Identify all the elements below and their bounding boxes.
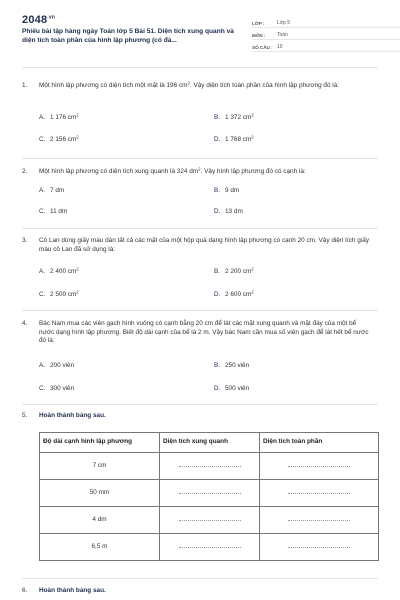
question-text: Một hình lập phương có diện tích một mặt là 196 $cm^2$. Vậy diện tích toàn phần của hình lập phương đó là: <box>39 80 340 89</box>
option-c[interactable]: C. 11 dm <box>39 208 68 215</box>
option-c[interactable]: C. 2 500 $cm^2$ <box>39 289 79 298</box>
meta-row-subject <box>252 28 400 40</box>
question-6 <box>22 587 378 596</box>
table-header: Độ dài cạnh hình lập phương <box>40 433 160 453</box>
option-a[interactable]: A. 2 400 $cm^2$ <box>39 266 79 275</box>
question-5 <box>22 412 378 421</box>
answer-blank[interactable] <box>160 534 260 561</box>
divider <box>22 404 378 405</box>
answer-blank[interactable] <box>260 507 379 534</box>
option-b[interactable]: B. 250 viên <box>214 362 250 369</box>
question-number: 2. <box>22 168 28 175</box>
table-row <box>40 480 379 507</box>
answer-blank[interactable] <box>260 534 379 561</box>
question-text: Hoàn thành bảng sau. <box>39 587 106 594</box>
table-row <box>40 507 379 534</box>
option-a[interactable]: A. 7 dm <box>39 187 65 194</box>
question-text: Một hình lập phương có diện tích xung quanh là 324 $dm^2$. Vậy hình lập phương đó có cạnh là: <box>39 166 306 175</box>
divider <box>22 158 378 159</box>
meta-label: SỐ CÂU : <box>252 44 273 50</box>
option-b[interactable]: B. 1 372 $cm^2$ <box>214 112 254 121</box>
question-number: 5. <box>22 412 28 419</box>
option-d[interactable]: D. 500 viên <box>214 385 250 392</box>
option-a[interactable]: A. 1 176 $cm^2$ <box>39 112 79 121</box>
question-text: Hoàn thành bảng sau. <box>39 412 106 419</box>
worksheet-title: Phiếu bài tập hàng ngày Toán lớp 5 Bài 51. Diện tích xung quanh và diện tích toàn phần của hình lập phương (có đá... <box>22 28 234 44</box>
question-number: 1. <box>22 82 28 89</box>
meta-label: MÔN : <box>252 32 266 38</box>
question-number: 6. <box>22 587 28 594</box>
meta-value: Lớp 5 <box>277 20 291 27</box>
answer-blank[interactable] <box>260 453 379 480</box>
table-cell: 50 mm <box>40 480 160 507</box>
option-b[interactable]: B. 9 dm <box>214 187 240 194</box>
question-3 <box>22 237 378 298</box>
meta-value: 10 <box>277 44 283 51</box>
option-a[interactable]: A. 200 viên <box>39 362 75 369</box>
table-header-row <box>40 433 379 453</box>
answer-blank[interactable] <box>260 480 379 507</box>
site-logo[interactable]: $2048^{.vn}$ <box>22 14 56 26</box>
table-row <box>40 453 379 480</box>
answer-blank[interactable] <box>160 507 260 534</box>
question-text: Bác Nam mua các viên gạch hình vuông có cạnh bằng 20 cm để lát các mặt xung quanh và mặt đáy của một bể nước dạng hình lập phương. Biết độ dài cạnh của bể là 2 m. Vậy bác Nam cần mua số viên gạch để lát hết bể nước đó là: <box>39 320 369 345</box>
divider <box>22 228 378 229</box>
table-header: Diện tích toàn phần <box>260 433 379 453</box>
worksheet-meta <box>252 16 400 52</box>
table-cell: 4 dm <box>40 507 160 534</box>
question-text: Cô Lan dùng giấy màu dán tất cả các mặt của một hộp quà dạng hình lập phương có cạnh 20 cm. Vậy diện tích giấy màu cô Lan đã sử dụng là: <box>39 237 369 253</box>
option-d[interactable]: D. 13 dm <box>214 208 243 215</box>
divider <box>22 310 378 311</box>
meta-label: LỚP : <box>252 20 265 26</box>
question-4 <box>22 320 378 392</box>
answer-blank[interactable] <box>160 480 260 507</box>
option-c[interactable]: C. 300 viên <box>39 385 75 392</box>
table-cell: 6,5 m <box>40 534 160 561</box>
answer-blank[interactable] <box>160 453 260 480</box>
option-d[interactable]: D. 2 600 $cm^2$ <box>214 289 254 298</box>
table-header: Diện tích xung quanh <box>160 433 260 453</box>
meta-row-question-count <box>252 40 400 52</box>
answer-table <box>39 432 379 561</box>
question-2 <box>22 166 378 215</box>
meta-row-grade <box>252 16 400 28</box>
question-1 <box>22 80 378 143</box>
divider <box>22 578 378 579</box>
logo-tld: .vn <box>47 14 56 21</box>
worksheet-header <box>22 0 378 68</box>
table-cell: 7 cm <box>40 453 160 480</box>
option-d[interactable]: D. 1 768 $cm^2$ <box>214 134 254 143</box>
option-b[interactable]: B. 2 200 $cm^2$ <box>214 266 254 275</box>
question-number: 4. <box>22 320 28 327</box>
option-c[interactable]: C. 2 156 $cm^2$ <box>39 134 79 143</box>
meta-value: Toán <box>277 32 288 39</box>
table-row <box>40 534 379 561</box>
question-number: 3. <box>22 237 28 244</box>
